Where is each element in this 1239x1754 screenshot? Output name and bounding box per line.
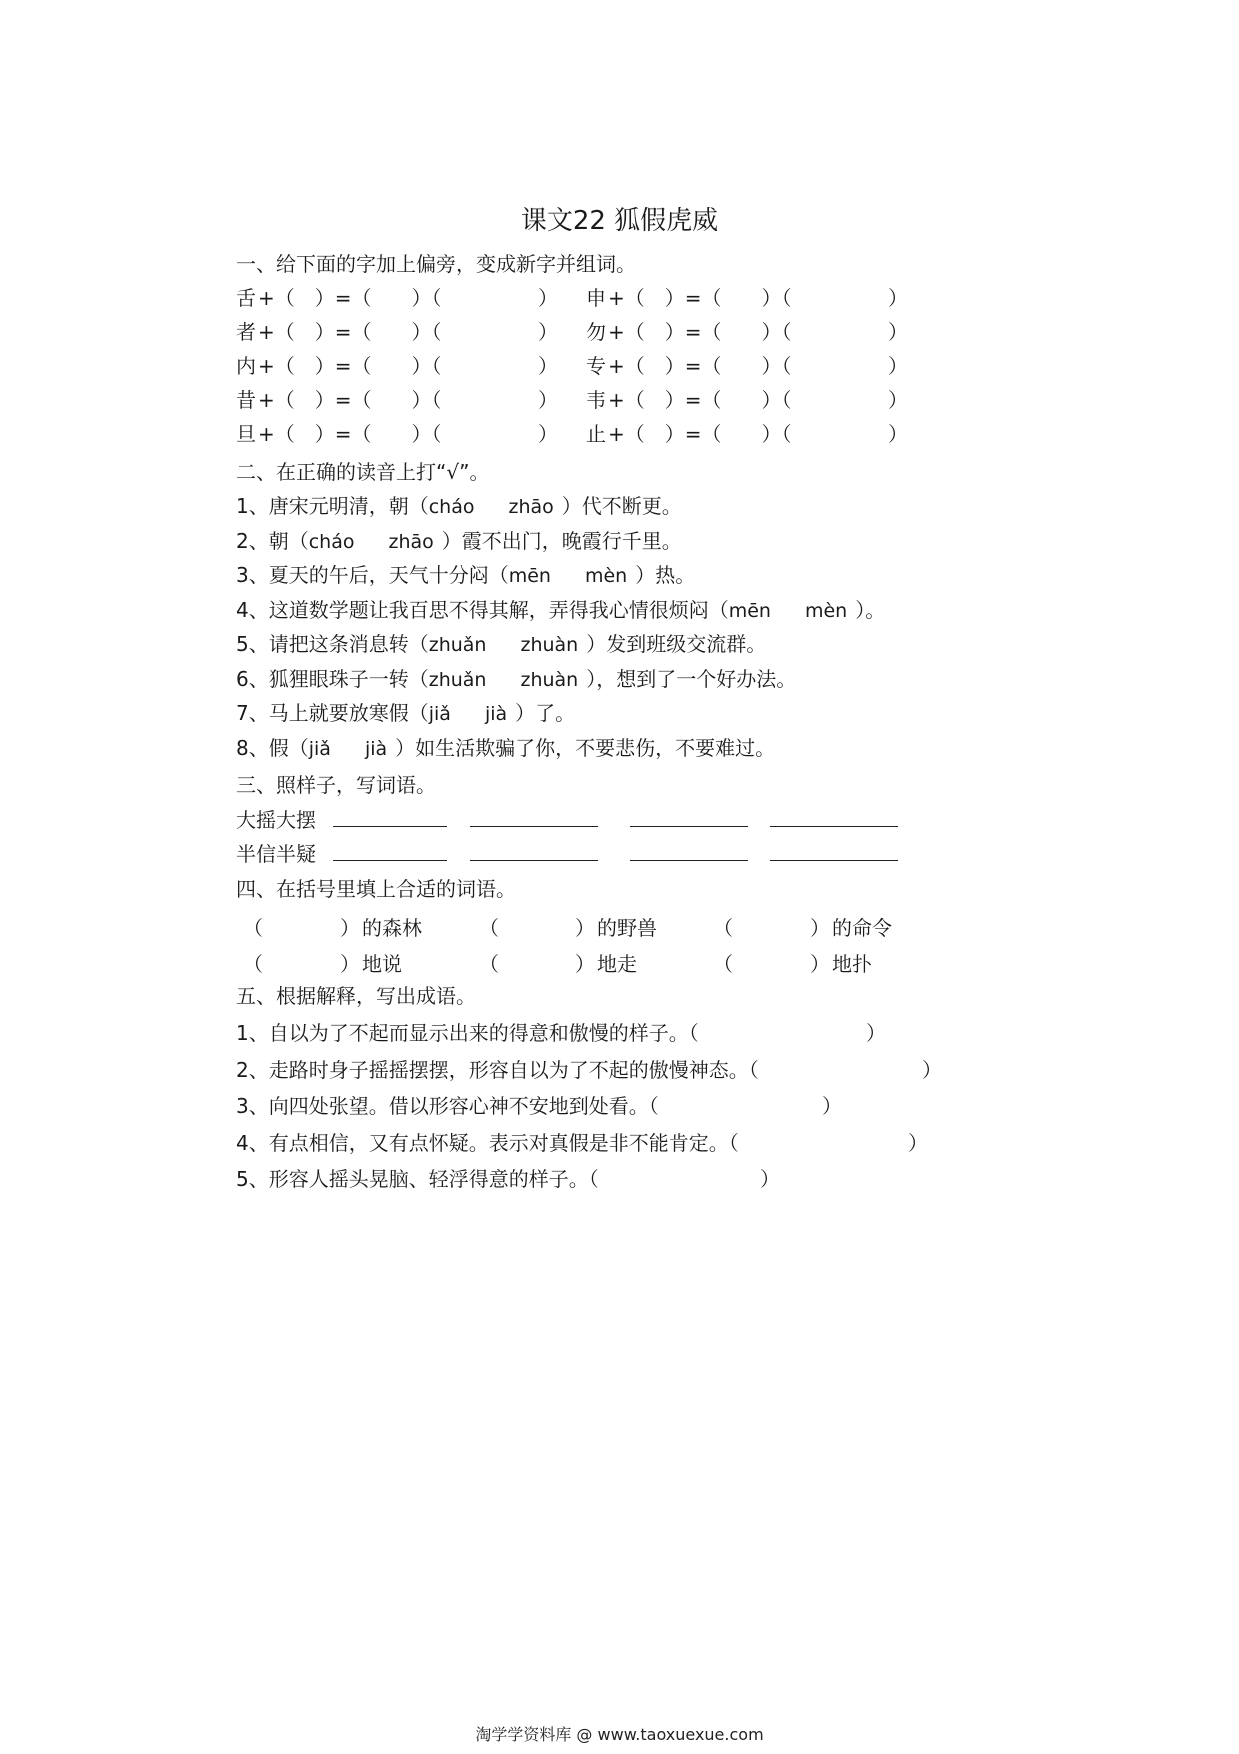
pinyin-question [236,663,796,692]
section-2-heading: 二、在正确的读音上打“√”。 [236,460,490,484]
pinyin-question [236,559,695,588]
page-title: 课文22 狐假虎威 [520,206,719,236]
answer-blank-line [770,826,898,827]
close-paren: ） [922,1057,942,1082]
open-paren: （ [713,916,733,940]
fill-word-suffix: ） [575,952,595,976]
fill-blank-pattern: +（ ）=（ ）（ [608,354,792,378]
section-4-heading: 四、在括号里填上合适的词语。 [236,877,516,901]
close-paren: ） [538,354,558,378]
idiom-question: 5、形容人摇头晃脑、轻浮得意的样子。（ [236,1167,599,1191]
open-paren: （ [713,952,733,976]
answer-blank-line [470,860,598,861]
fill-word-suffix: ） [340,952,360,976]
pinyin-option-b: mèn [584,565,628,587]
pinyin-option-a: mēn [508,565,551,587]
pinyin-option-b: jià [484,703,508,725]
question-tail: ）。 [855,597,886,622]
fill-blank-pattern: +（ ）=（ ）（ [258,320,442,344]
pinyin-option-a: mēn [728,599,771,622]
example-word-1: 大摇大摆 [236,808,316,832]
section-1-heading: 一、给下面的字加上偏旁，变成新字并组词。 [236,252,636,276]
fill-word-label: 的命令 [832,916,892,940]
radical-char: 旦 [236,422,256,446]
close-paren: ） [888,354,908,378]
close-paren: ） [888,320,908,344]
question-text: 7、马上就要放寒假（ [236,701,429,725]
radical-char: 韦 [586,388,606,412]
pinyin-question [236,594,885,623]
close-paren: ） [760,1167,780,1191]
fill-blank-pattern: +（ ）=（ ）（ [608,388,792,412]
close-paren: ） [908,1130,928,1155]
idiom-question: 4、有点相信，又有点怀疑。表示对真假是非不能肯定。（ [236,1130,739,1155]
question-tail: ），想到了一个好办法。 [586,666,797,691]
question-text: 2、朝（ [236,528,309,553]
idiom-question: 2、走路时身子摇摇摆摆，形容自以为了不起的傲慢神态。（ [236,1057,759,1082]
fill-word-label: 地走 [597,952,637,976]
fill-blank-pattern: +（ ）=（ ）（ [258,388,442,412]
fill-word-label: 地扑 [832,952,872,976]
answer-blank-line [630,826,748,827]
fill-blank-pattern: +（ ）=（ ）（ [608,286,792,310]
question-tail: ）热。 [635,563,696,587]
question-text: 6、狐狸眼珠子一转（ [236,666,429,691]
idiom-question: 3、向四处张望。借以形容心神不安地到处看。（ [236,1094,659,1118]
fill-blank-pattern: +（ ）=（ ）（ [258,422,442,446]
question-tail: ）如生活欺骗了你，不要悲伤，不要难过。 [395,735,776,760]
pinyin-option-a: jiǎ [308,737,331,760]
question-text: 3、夏天的午后，天气十分闷（ [236,563,509,587]
radical-char: 申 [586,286,606,310]
close-paren: ） [538,286,558,310]
radical-char: 舌 [236,286,256,310]
example-word-2: 半信半疑 [236,842,316,866]
fill-word-label: 的森林 [362,916,422,940]
pinyin-option-a: jiǎ [428,703,451,725]
pinyin-option-b: zhāo [508,496,554,518]
close-paren: ） [888,388,908,412]
answer-blank-line [630,860,748,861]
close-paren: ） [888,422,908,446]
question-tail: ）代不断更。 [561,494,682,518]
fill-blank-pattern: +（ ）=（ ）（ [258,354,442,378]
fill-blank-pattern: +（ ）=（ ）（ [258,286,442,310]
fill-word-suffix: ） [810,952,830,976]
pinyin-question [236,490,682,519]
radical-char: 内 [236,354,256,378]
footer-watermark: 淘学学资料库 @ www.taoxuexue.com [475,1725,764,1744]
pinyin-option-b: zhāo [388,530,434,553]
pinyin-question [236,628,766,657]
answer-blank-line [770,860,898,861]
pinyin-option-b: jià [364,737,388,760]
question-tail: ）霞不出门，晚霞行千里。 [441,528,682,553]
pinyin-option-a: zhuǎn [428,634,487,656]
close-paren: ） [538,320,558,344]
fill-blank-pattern: +（ ）=（ ）（ [608,320,792,344]
fill-blank-pattern: +（ ）=（ ）（ [608,422,792,446]
pinyin-option-b: zhuàn [520,668,579,691]
close-paren: ） [888,286,908,310]
radical-char: 专 [586,354,606,378]
pinyin-option-a: cháo [308,530,355,553]
radical-char: 者 [236,320,256,344]
close-paren: ） [866,1021,886,1045]
pinyin-option-a: zhuǎn [428,668,487,691]
close-paren: ） [538,388,558,412]
question-tail: ）发到班级交流群。 [586,632,767,656]
pinyin-question [236,732,775,761]
question-text: 4、这道数学题让我百思不得其解，弄得我心情很烦闷（ [236,597,729,622]
fill-word-label: 地说 [362,952,402,976]
idiom-question: 1、自以为了不起而显示出来的得意和傲慢的样子。（ [236,1021,699,1045]
pinyin-question [236,697,575,726]
answer-blank-line [470,826,598,827]
question-text: 8、假（ [236,735,309,760]
pinyin-option-b: mèn [804,599,848,622]
section-5-heading: 五、根据解释，写出成语。 [236,984,476,1008]
open-paren: （ [243,916,263,940]
radical-char: 勿 [586,320,606,344]
question-tail: ）了。 [515,701,576,725]
fill-word-label: 的野兽 [597,916,657,940]
pinyin-question [236,525,682,554]
fill-word-suffix: ） [340,916,360,940]
question-text: 1、唐宋元明清，朝（ [236,494,429,518]
close-paren: ） [822,1094,842,1118]
close-paren: ） [538,422,558,446]
fill-word-suffix: ） [575,916,595,940]
open-paren: （ [243,952,263,976]
radical-char: 昔 [236,388,256,412]
pinyin-option-b: zhuàn [520,634,579,656]
open-paren: （ [479,952,499,976]
section-3-heading: 三、照样子，写词语。 [236,773,436,797]
open-paren: （ [479,916,499,940]
question-text: 5、请把这条消息转（ [236,632,429,656]
radical-char: 止 [586,422,606,446]
pinyin-option-a: cháo [428,496,475,518]
answer-blank-line [333,860,447,861]
answer-blank-line [333,826,447,827]
fill-word-suffix: ） [810,916,830,940]
